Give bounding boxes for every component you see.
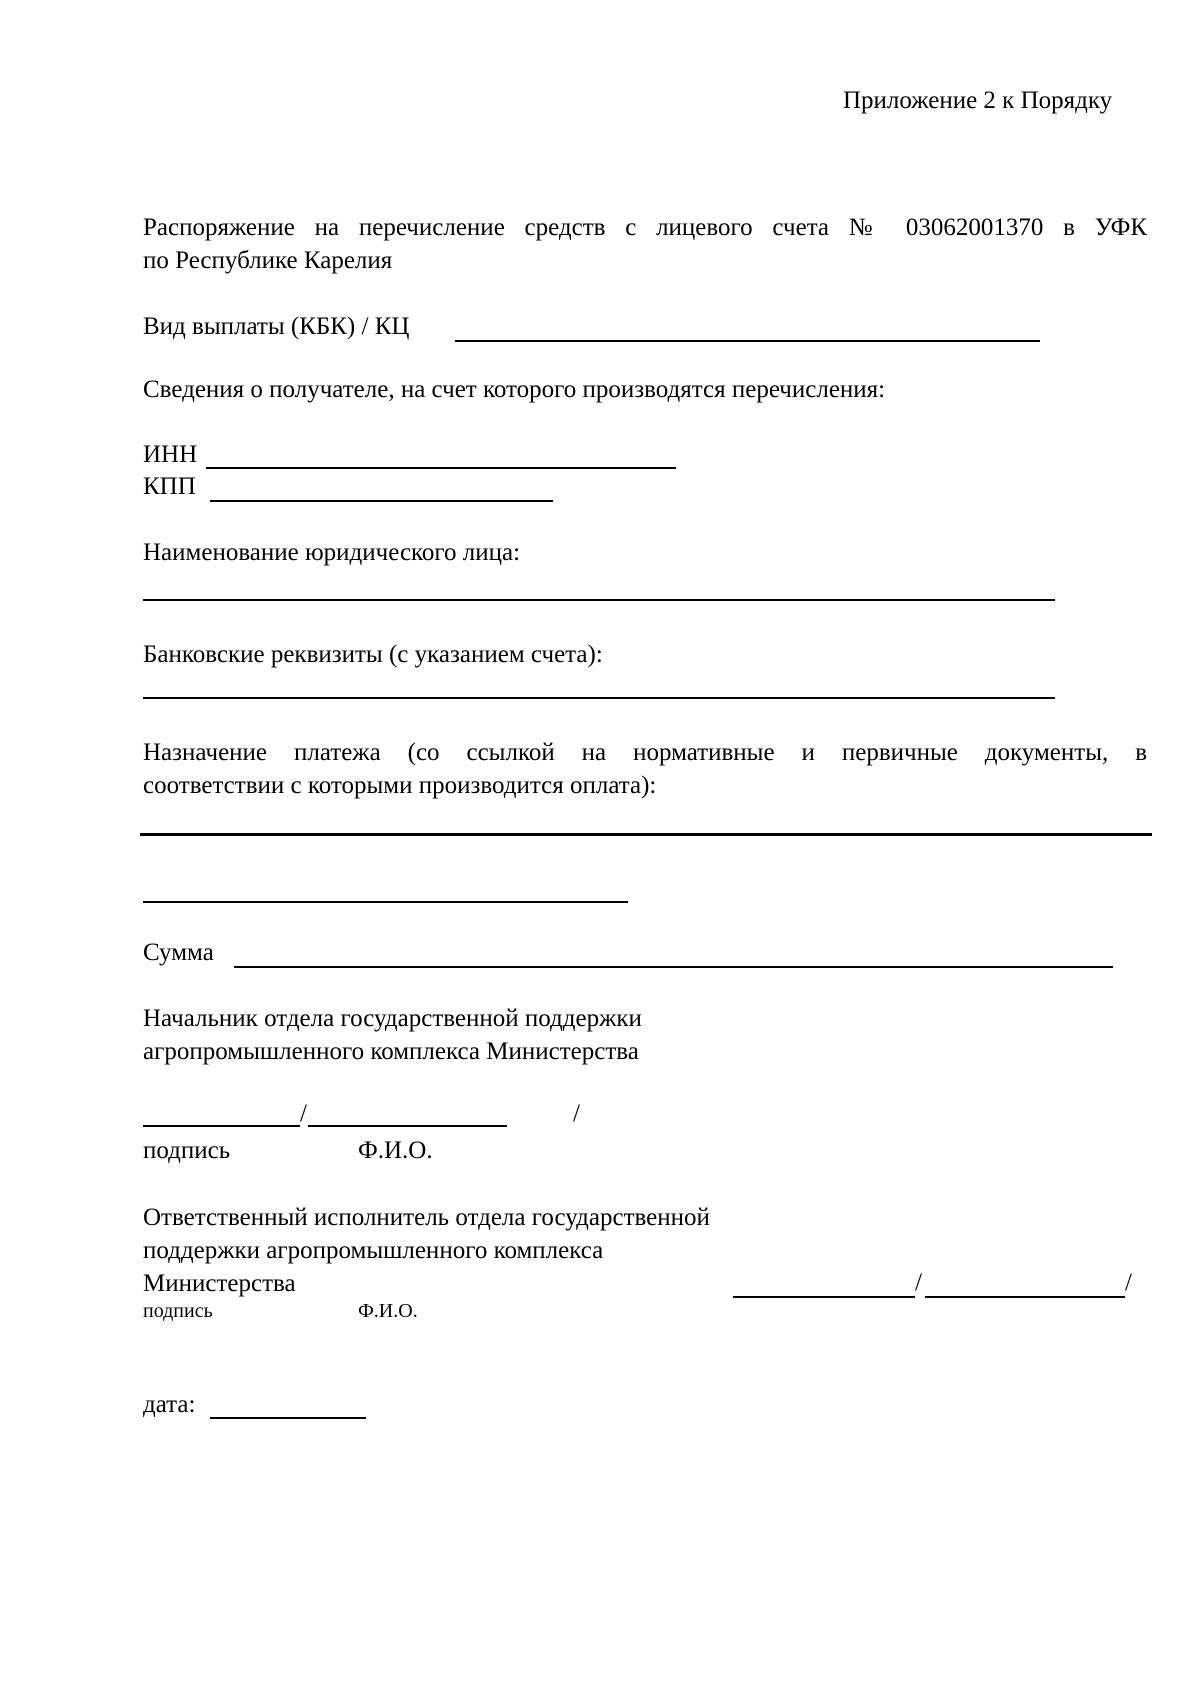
appendix-reference: Приложение 2 к Порядку	[843, 87, 1113, 114]
date-label: дата:	[143, 1391, 196, 1418]
bank-details-field[interactable]	[143, 697, 1055, 699]
head-name-caption: Ф.И.О.	[358, 1137, 433, 1164]
kpp-label: КПП	[143, 473, 196, 500]
sum-field[interactable]	[234, 966, 1113, 968]
recipient-heading: Сведения о получателе, на счет которого производятся перечисления:	[143, 376, 886, 403]
payment-purpose-line-2: соответствии с которыми производится оплата):	[143, 772, 657, 799]
payment-type-label: Вид выплаты (КБК) / КЦ	[143, 313, 410, 340]
inn-label: ИНН	[143, 441, 198, 468]
head-name-field[interactable]	[308, 1125, 507, 1127]
legal-name-label: Наименование юридического лица:	[143, 539, 521, 566]
head-slash-separator: /	[300, 1100, 307, 1127]
head-title-line-2: агропромышленного комплекса Министерства	[143, 1038, 639, 1065]
executor-title-line-3: Министерства	[143, 1270, 296, 1297]
inn-field[interactable]	[206, 467, 676, 469]
order-title-line-2: по Республике Карелия	[143, 247, 393, 274]
executor-title-line-2: поддержки агропромышленного комплекса	[143, 1237, 604, 1264]
head-signature-caption: подпись	[143, 1137, 231, 1164]
payment-purpose-field[interactable]	[140, 833, 1152, 836]
head-slash-end: /	[573, 1100, 580, 1127]
kpp-field[interactable]	[210, 500, 553, 502]
executor-title-line-1: Ответственный исполнитель отдела государственной	[143, 1204, 710, 1231]
executor-name-field[interactable]	[925, 1296, 1125, 1298]
executor-slash-separator: /	[915, 1269, 922, 1296]
executor-slash-end: /	[1125, 1269, 1132, 1296]
legal-name-field[interactable]	[143, 599, 1055, 601]
date-field[interactable]	[210, 1417, 366, 1419]
head-signature-field[interactable]	[143, 1125, 300, 1127]
executor-signature-field[interactable]	[733, 1296, 915, 1298]
head-title-line-1: Начальник отдела государственной поддержки	[143, 1005, 642, 1032]
executor-name-caption: Ф.И.О.	[358, 1300, 418, 1322]
executor-signature-caption: подпись	[143, 1300, 213, 1322]
sum-label: Сумма	[143, 939, 214, 966]
bank-details-label: Банковские реквизиты (с указанием счета):	[143, 641, 603, 668]
payment-purpose-line-1: Назначение платежа (со ссылкой на нормативные и первичные документы, в	[143, 739, 1147, 766]
payment-purpose-field-continuation[interactable]	[143, 901, 628, 903]
payment-type-field[interactable]	[455, 340, 1040, 342]
order-title-line-1: Распоряжение на перечисление средств с лицевого счета № 03062001370 в УФК	[143, 214, 1147, 241]
